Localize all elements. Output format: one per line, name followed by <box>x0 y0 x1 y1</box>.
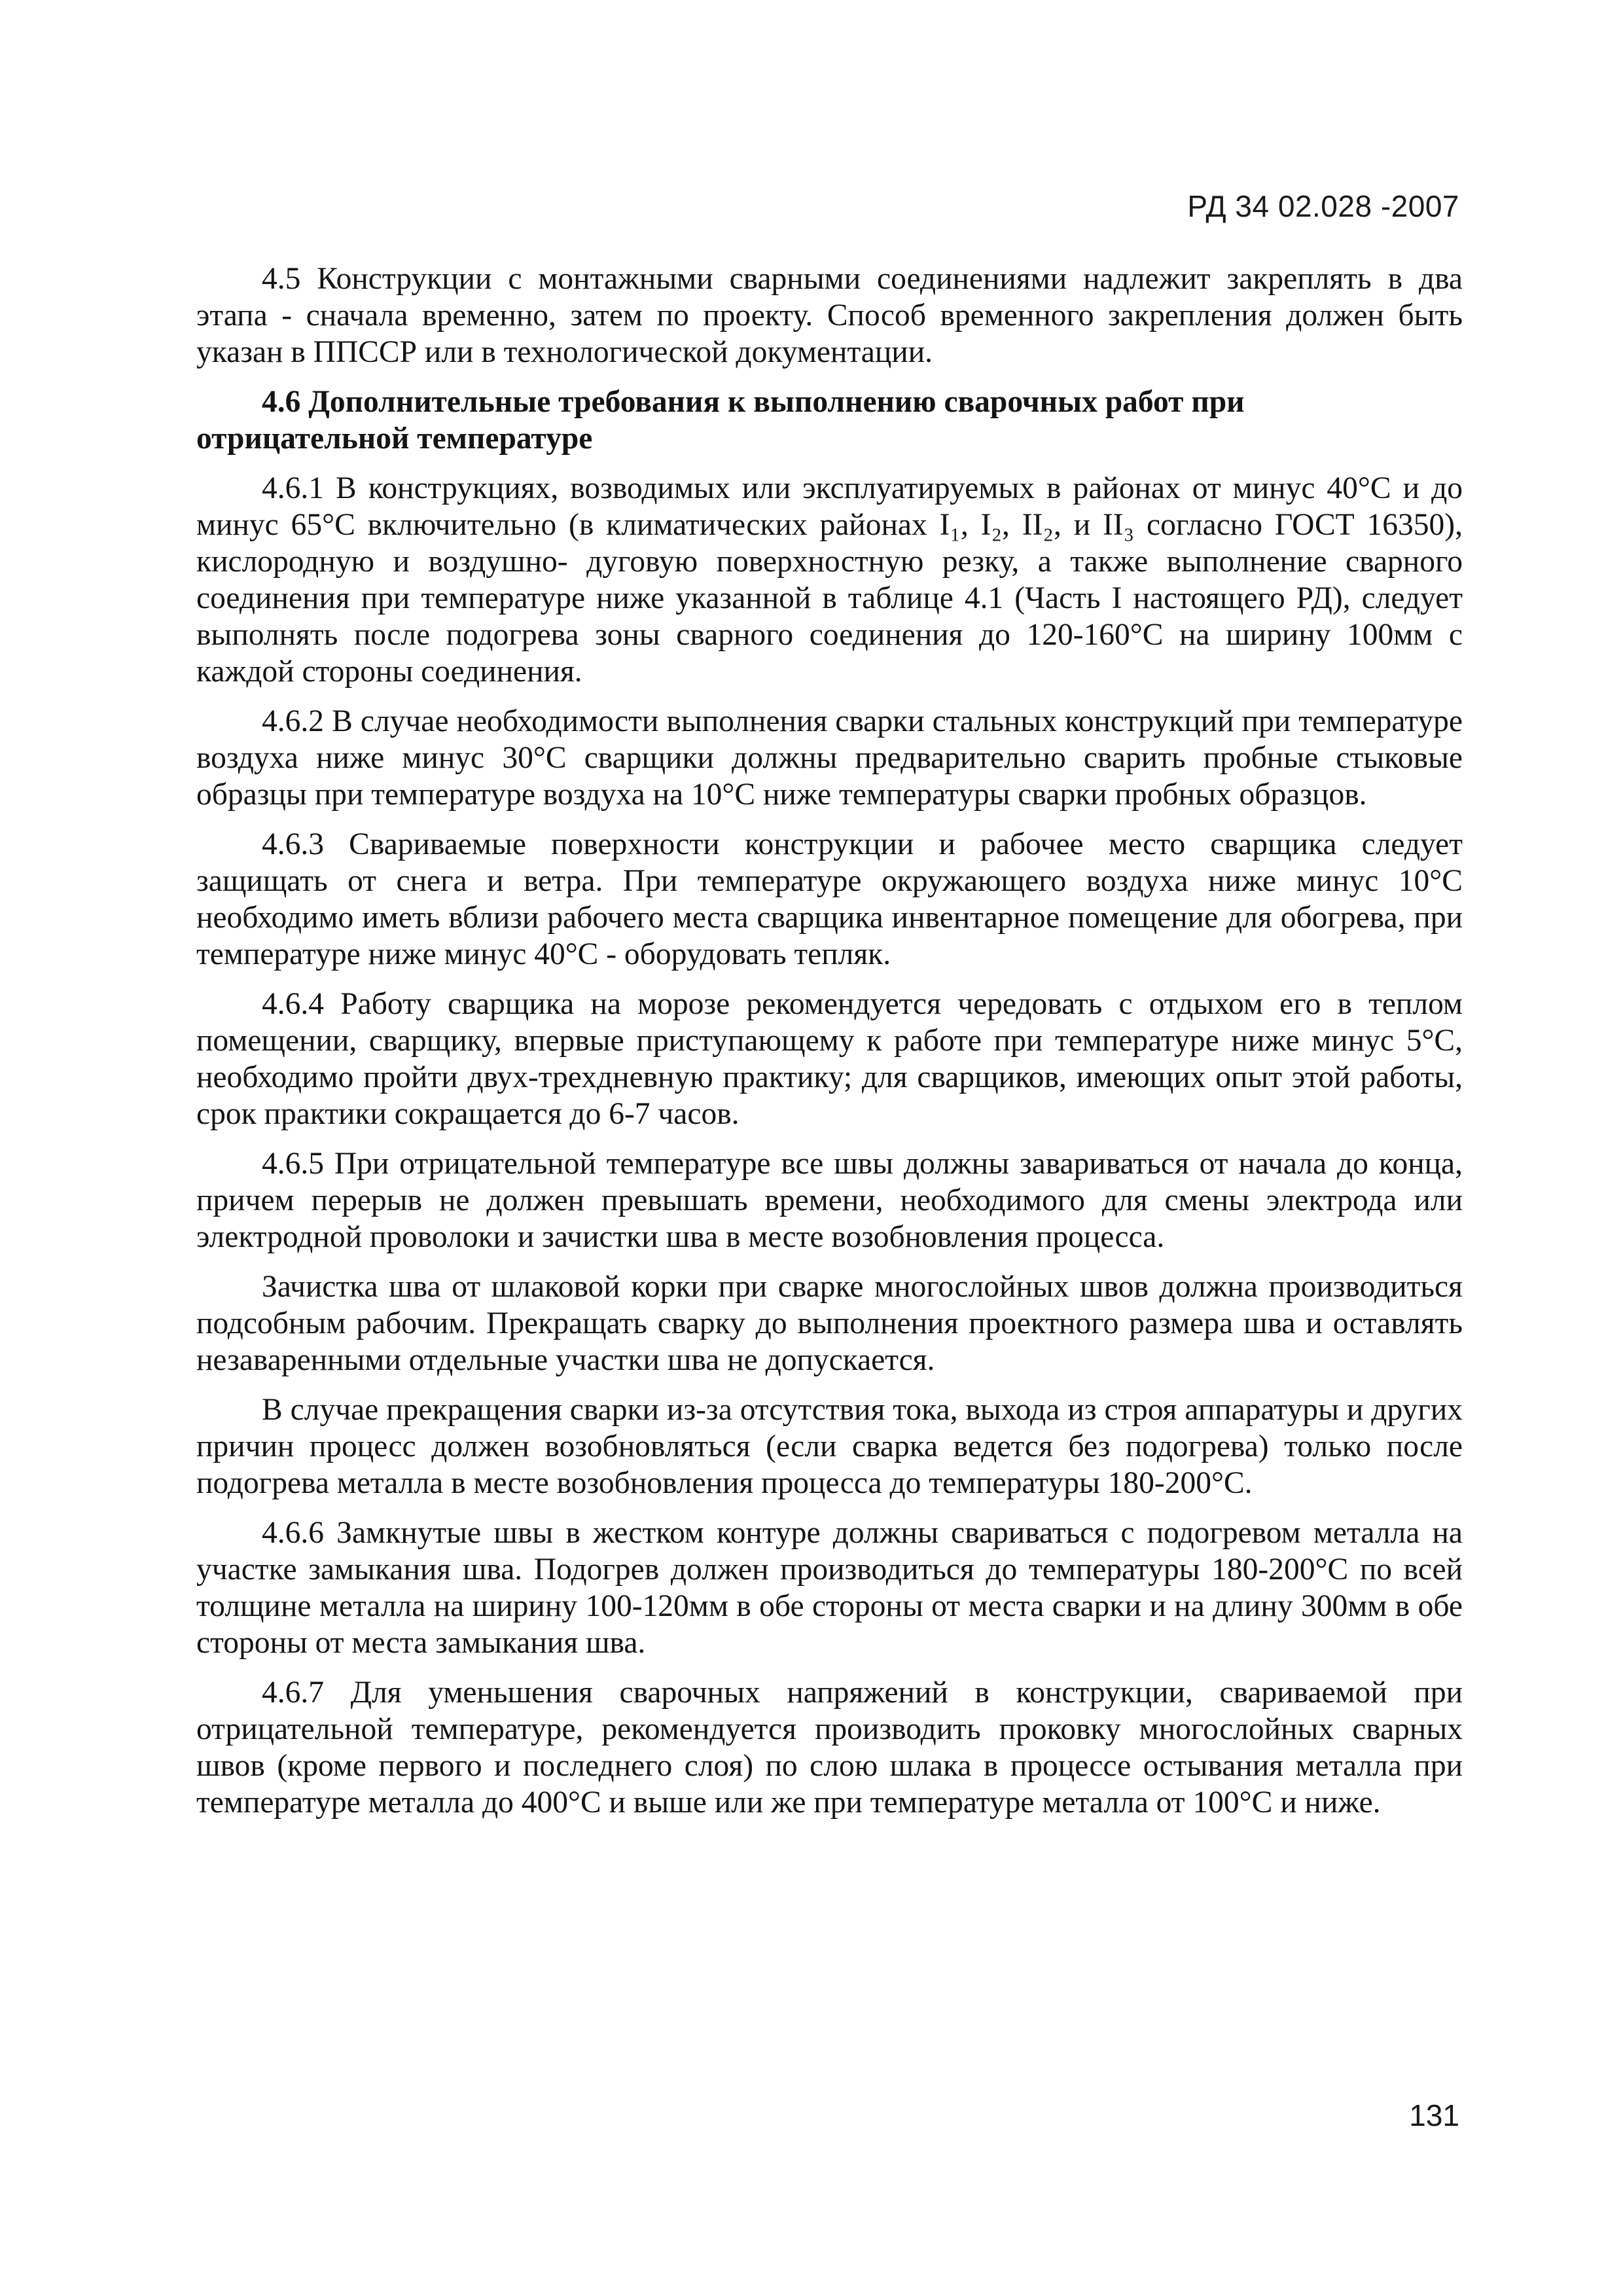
section-heading-4-6: 4.6 Дополнительные требования к выполнению сварочных работ при отрицательной температуре <box>196 385 1245 456</box>
paragraph-welding-interruption: В случае прекращения сварки из-за отсутствия тока, выхода из строя аппаратуры и других причин процесс должен возобновляться (если сварка ведется без подогрева) только после подогрева металла в месте возобновления процесса до температуры 180-200°С. <box>196 1393 1463 1500</box>
document-body <box>196 260 1463 1834</box>
paragraph-4-6-3: 4.6.3 Свариваемые поверхности конструкции и рабочее место сварщика следует защищать от снега и ветра. При температуре окружающего воздуха ниже минус 10°С необходимо иметь вблизи рабочего места сварщика инвентарное помещение для обогрева, при температуре ниже минус 40°С - оборудовать тепляк. <box>196 827 1463 971</box>
paragraph-4-5: 4.5 Конструкции с монтажными сварными соединениями надлежит закреплять в два этапа - сначала временно, затем по проекту. Способ временного закрепления должен быть указан в ППССР или в технологической документации. <box>196 262 1463 369</box>
paragraph-4-6-2: 4.6.2 В случае необходимости выполнения сварки стальных конструкций при температуре воздуха ниже минус 30°С сварщики должны предварительно сварить пробные стыковые образцы при температуре воздуха на 10°С ниже температуры сварки пробных образцов. <box>196 704 1463 812</box>
paragraph-4-6-1: 4.6.1 В конструкциях, возводимых или эксплуатируемых в районах от минус 40°С и до минус 65°С включительно (в климатических районах I₁, I₂, II₂, и II₃ согласно ГОСТ 16350), кислородную и воздушно- дуговую поверхностную резку, а также выполнение сварного соединения при температуре ниже указанной в таблице 4.1 (Часть I настоящего РД), следует выполнять после подогрева зоны сварного соединения до 120-160°С на ширину 100мм с каждой стороны соединения. <box>196 471 1463 689</box>
paragraph-4-6-4: 4.6.4 Работу сварщика на морозе рекомендуется чередовать с отдыхом его в теплом помещении, сварщику, впервые приступающему к работе при температуре ниже минус 5°С, необходимо пройти двух-трехдневную практику; для сварщиков, имеющих опыт этой работы, срок практики сокращается до 6-7 часов. <box>196 987 1463 1131</box>
paragraph-4-6-6: 4.6.6 Замкнутые швы в жестком контуре должны свариваться с подогревом металла на участке замыкания шва. Подогрев должен производиться до температуры 180-200°С по всей толщине металла на ширину 100-120мм в обе стороны от места сварки и на длину 300мм в обе стороны от места замыкания шва. <box>196 1516 1463 1660</box>
page-number: 131 <box>1409 2098 1459 2132</box>
paragraph-4-6-7: 4.6.7 Для уменьшения сварочных напряжений в конструкции, свариваемой при отрицательной температуре, рекомендуется производить проковку многослойных сварных швов (кроме первого и последнего слоя) по слою шлака в процессе остывания металла при температуре металла до 400°С и выше или же при температуре металла от 100°С и ниже. <box>196 1676 1463 1820</box>
document-code: РД 34 02.028 -2007 <box>1187 189 1459 223</box>
paragraph-slag-cleaning: Зачистка шва от шлаковой корки при сварке многослойных швов должна производиться подсобным рабочим. Прекращать сварку до выполнения проектного размера шва и оставлять незаваренными отдельные участки шва не допускается. <box>196 1270 1463 1377</box>
paragraph-4-6-5: 4.6.5 При отрицательной температуре все швы должны завариваться от начала до конца, причем перерыв не должен превышать времени, необходимого для смены электрода или электродной проволоки и зачистки шва в месте возобновления процесса. <box>196 1147 1463 1254</box>
